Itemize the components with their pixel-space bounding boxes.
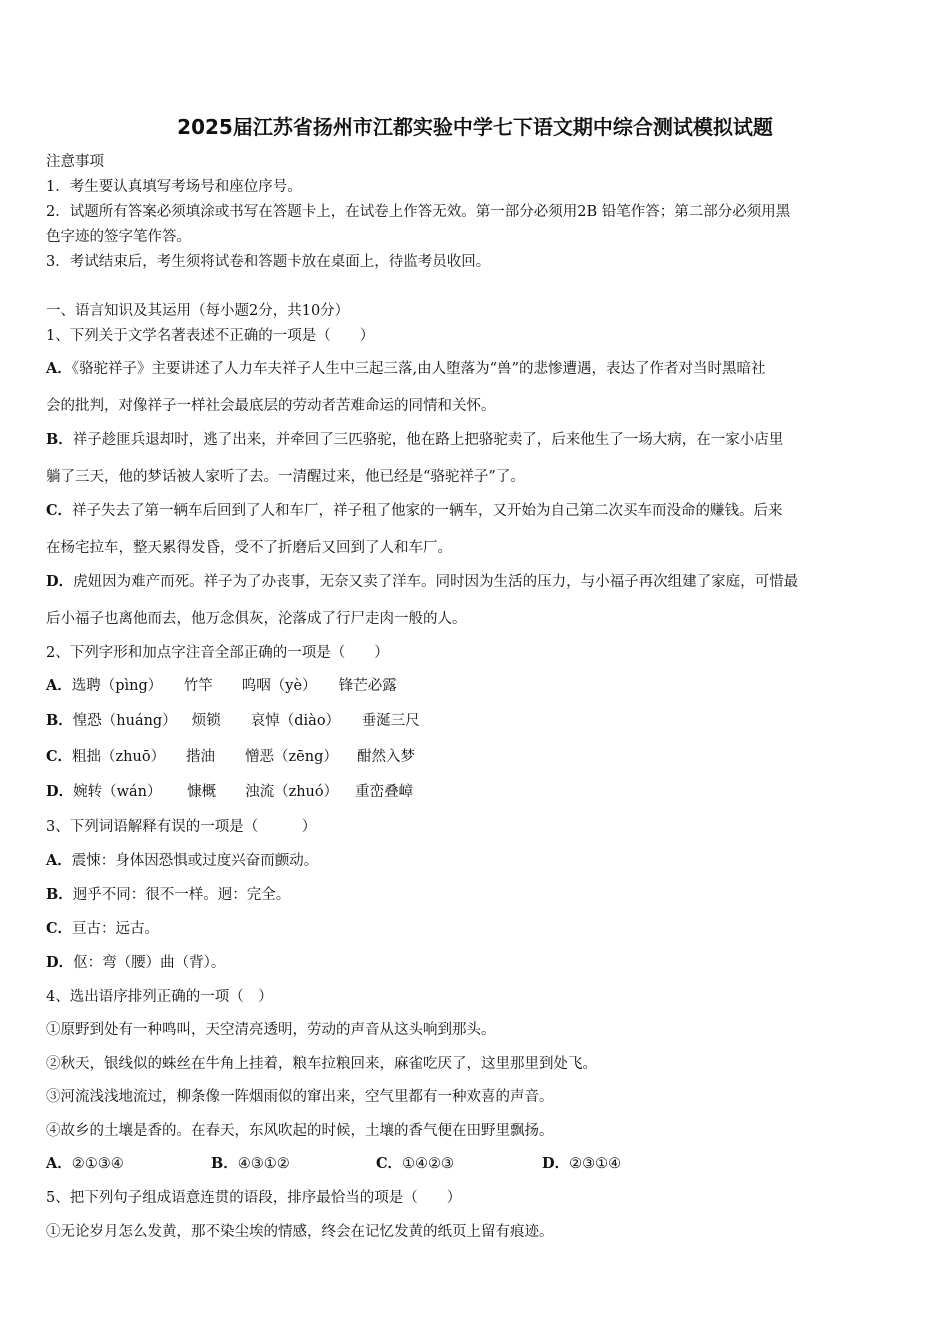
q1-option-d-label: D． bbox=[46, 573, 74, 590]
q2-option-a-label: A． bbox=[46, 677, 72, 694]
q2-option-c bbox=[46, 747, 906, 767]
q2-option-d-word-4: 重峦叠嶂 bbox=[355, 784, 414, 800]
q1-stem: 1、下列关于文学名著表述不正确的一项是（ ） bbox=[46, 328, 375, 344]
q1-option-c bbox=[46, 501, 906, 521]
q2-option-d-word-3: 浊流（zhuó） bbox=[245, 784, 339, 800]
notice-item-3: 3．考试结束后，考生须将试卷和答题卡放在桌面上，待监考员收回。 bbox=[46, 254, 491, 270]
q4-option-d-label: D． bbox=[542, 1155, 570, 1172]
q3-option-d-label: D． bbox=[46, 954, 74, 971]
q4-option-b-label: B． bbox=[211, 1155, 238, 1172]
q4-option-c-label: C． bbox=[376, 1155, 403, 1172]
q3-option-c-label: C． bbox=[46, 920, 73, 937]
q4-option-a bbox=[46, 1154, 211, 1174]
q4-option-c-text: ①④②③ bbox=[402, 1156, 455, 1172]
q4-sentence-3: ③河流浅浅地流过，柳条像一阵烟雨似的窜出来，空气里都有一种欢喜的声音。 bbox=[46, 1089, 554, 1105]
q1-option-d-text: 虎妞因为难产而死。祥子为了办丧事，无奈又卖了洋车。同时因为生活的压力，与小福子再次组建了家庭，可惜最 bbox=[73, 574, 799, 590]
notice-item-2-cont: 色字迹的签字笔作答。 bbox=[46, 229, 191, 245]
notice-heading: 注意事项 bbox=[46, 154, 104, 170]
q1-option-b-label: B． bbox=[46, 431, 73, 448]
q3-option-c bbox=[46, 919, 906, 939]
q5-stem: 5、把下列句子组成语意连贯的语段，排序最恰当的项是（ ） bbox=[46, 1190, 462, 1206]
q1-option-c-cont: 在杨宅拉车，整天累得发昏，受不了折磨后又回到了人和车厂。 bbox=[46, 540, 452, 556]
q2-option-d bbox=[46, 782, 906, 802]
q3-option-a bbox=[46, 851, 906, 871]
q1-option-d bbox=[46, 572, 906, 592]
q4-option-d-text: ②③①④ bbox=[569, 1156, 622, 1172]
q2-option-c-word-4: 酣然入梦 bbox=[357, 749, 416, 765]
q2-option-b-label: B． bbox=[46, 712, 73, 729]
q4-stem: 4、选出语序排列正确的一项（ ） bbox=[46, 989, 273, 1005]
q2-option-c-word-2: 揩油 bbox=[186, 749, 216, 765]
q2-stem: 2、下列字形和加点字注音全部正确的一项是（ ） bbox=[46, 645, 389, 661]
q3-stem: 3、下列词语解释有误的一项是（ ） bbox=[46, 819, 317, 835]
q3-option-c-text: 亘古：远古。 bbox=[72, 921, 160, 937]
q3-option-a-text: 震悚：身体因恐惧或过度兴奋而颤动。 bbox=[71, 853, 319, 869]
q2-option-d-word-1: 婉转（wán） bbox=[73, 784, 162, 800]
q2-option-b bbox=[46, 711, 906, 731]
q2-option-b-word-2: 烦锁 bbox=[191, 713, 221, 729]
q1-option-b-cont: 躺了三天，他的梦话被人家听了去。一清醒过来，他已经是“骆驼祥子”了。 bbox=[46, 469, 525, 485]
q2-option-b-word-1: 惶恐（huáng） bbox=[72, 713, 177, 729]
q3-option-b bbox=[46, 885, 906, 905]
q1-option-b bbox=[46, 430, 906, 450]
q2-option-d-word-2: 慷概 bbox=[187, 784, 217, 800]
q1-option-a-text: 《骆驼祥子》主要讲述了人力车夫祥子人生中三起三落,由人堕落为“兽”的悲惨遭遇，表达了作者对当时黑暗社 bbox=[71, 361, 766, 377]
q4-options bbox=[46, 1154, 906, 1174]
page-title: 2025届江苏省扬州市江都实验中学七下语文期中综合测试模拟试题 bbox=[177, 115, 773, 139]
q2-option-a-word-3: 呜咽（yè） bbox=[241, 678, 317, 694]
q2-option-c-word-1: 粗拙（zhuō） bbox=[72, 749, 166, 765]
q1-option-a-cont: 会的批判，对像祥子一样社会最底层的劳动者苦难命运的同情和关怀。 bbox=[46, 398, 496, 414]
q2-option-b-word-3: 哀悼（diào） bbox=[250, 713, 341, 729]
q4-option-a-text: ②①③④ bbox=[71, 1156, 124, 1172]
q2-option-a-word-2: 竹竿 bbox=[183, 678, 213, 694]
q4-sentence-4: ④故乡的土壤是香的。在春天，东风吹起的时候，土壤的香气便在田野里飘扬。 bbox=[46, 1123, 554, 1139]
q4-sentence-1: ①原野到处有一种鸣叫，天空清亮透明，劳动的声音从这头响到那头。 bbox=[46, 1022, 496, 1038]
q3-option-d bbox=[46, 953, 906, 973]
q4-option-d bbox=[542, 1154, 621, 1174]
q1-option-b-text: 祥子趁匪兵退却时，逃了出来，并牵回了三匹骆驼，他在路上把骆驼卖了，后来他生了一场大病，在一家小店里 bbox=[72, 432, 784, 448]
q2-option-c-word-3: 憎恶（zēng） bbox=[245, 749, 338, 765]
q3-option-b-text: 迥乎不同：很不一样。迥：完全。 bbox=[72, 887, 291, 903]
q2-option-a bbox=[46, 676, 906, 696]
q2-option-c-label: C． bbox=[46, 748, 73, 765]
q1-option-a-label: A． bbox=[46, 360, 72, 377]
q3-option-a-label: A． bbox=[46, 852, 72, 869]
q4-option-b bbox=[211, 1154, 376, 1174]
q4-sentence-2: ②秋天，银线似的蛛丝在牛角上挂着，粮车拉粮回来，麻雀吃厌了，这里那里到处飞。 bbox=[46, 1056, 597, 1072]
q3-option-d-text: 伛：弯（腰）曲（背）。 bbox=[73, 955, 226, 971]
q2-option-d-label: D． bbox=[46, 783, 74, 800]
section-heading: 一、语言知识及其运用（每小题2分，共10分） bbox=[46, 303, 350, 319]
q2-option-a-word-1: 选聘（pìng） bbox=[71, 678, 163, 694]
q1-option-a bbox=[46, 359, 906, 379]
q4-option-a-label: A． bbox=[46, 1155, 72, 1172]
notice-item-2: 2．试题所有答案必须填涂或书写在答题卡上，在试卷上作答无效。第一部分必须用2B 铅笔作答；第二部分必须用黑 bbox=[46, 204, 791, 220]
q1-option-c-text: 祥子失去了第一辆车后回到了人和车厂，祥子租了他家的一辆车，又开始为自己第二次买车而没命的赚钱。后来 bbox=[72, 503, 783, 519]
q3-option-b-label: B． bbox=[46, 886, 73, 903]
q1-option-c-label: C． bbox=[46, 502, 73, 519]
q4-option-b-text: ④③①② bbox=[237, 1156, 290, 1172]
q4-option-c bbox=[376, 1154, 542, 1174]
q1-option-d-cont: 后小福子也离他而去，他万念俱灰，沦落成了行尸走肉一般的人。 bbox=[46, 611, 467, 627]
q5-sentence-1: ①无论岁月怎么发黄，那不染尘埃的情感，终会在记忆发黄的纸页上留有痕迹。 bbox=[46, 1224, 554, 1240]
notice-item-1: 1．考生要认真填写考场号和座位序号。 bbox=[46, 179, 302, 195]
q2-option-a-word-4: 锋芒必露 bbox=[338, 678, 397, 694]
q2-option-b-word-4: 垂涎三尺 bbox=[361, 713, 420, 729]
